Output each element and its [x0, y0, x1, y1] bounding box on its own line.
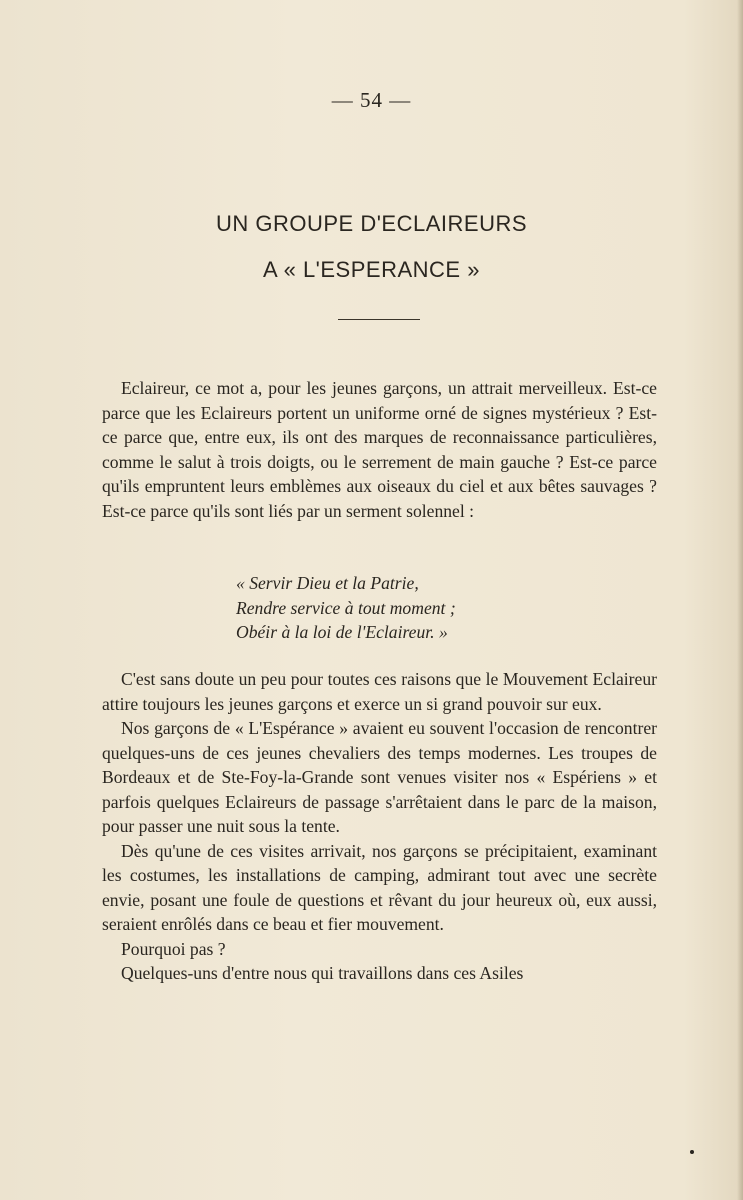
paragraph-5: Pourquoi pas ?: [121, 938, 226, 959]
paragraph-6: Quelques-uns d'entre nous qui travaillons dans ces Asiles: [121, 963, 524, 983]
page-number: — 54 —: [331, 88, 412, 112]
paragraph-2: C'est sans doute un peu pour toutes ces raisons que le Mouvement Eclaireur attire toujours les jeunes garçons et exerce un si grand pouvoir sur eux.: [102, 669, 657, 714]
title-line-2: A « L'ESPERANCE »: [263, 257, 480, 282]
paragraph-3: Nos garçons de « L'Espérance » avaient eu souvent l'occasion de rencontrer quelques-uns de ces jeunes chevaliers des temps modernes. Les troupes de Bordeaux et de Ste-Foy-la-Grande sont venues visiter nos « Espériens » et parfois quelques Eclaireurs de passage s'arrêtaient dans le parc de la maison, pour passer une nuit sous la tente.: [102, 718, 657, 836]
paragraph-4: Dès qu'une de ces visites arrivait, nos garçons se précipitaient, examinant les costumes, les installations de camping, admirant tout avec une secrète envie, posant une foule de questions et rêvant du jour heureux où, eux aussi, seraient enrôlés dans ce beau et fier mouvement.: [102, 840, 657, 934]
intro-paragraph: Eclaireur, ce mot a, pour les jeunes garçons, un attrait merveilleux. Est-ce parce que les Eclaireurs portent un uniforme orné de signes mystérieux ? Est-ce parce que, entre eux, ils ont des marques de reconnaissance particulières, comme le salut à trois doigts, ou le serrement de main gauche ? Est-ce parce qu'ils empruntent leurs emblèmes aux oiseaux du ciel et aux bêtes sauvages ? Est-ce parce qu'ils sont liés par un serment solennel :: [102, 378, 657, 521]
page-edge-shadow: [737, 0, 743, 1200]
oath-quote: [236, 571, 596, 645]
ink-speck: [690, 1150, 694, 1154]
oath-line-2: Rendre service à tout moment ;: [236, 597, 456, 618]
oath-line-1: « Servir Dieu et la Patrie,: [236, 573, 419, 593]
title-divider: [338, 319, 420, 320]
oath-line-3: Obéir à la loi de l'Eclaireur. »: [236, 622, 448, 642]
intro-paragraph-block: [102, 376, 657, 523]
body-paragraphs: [102, 667, 657, 986]
title-line-1: UN GROUPE D'ECLAIREURS: [215, 211, 528, 236]
